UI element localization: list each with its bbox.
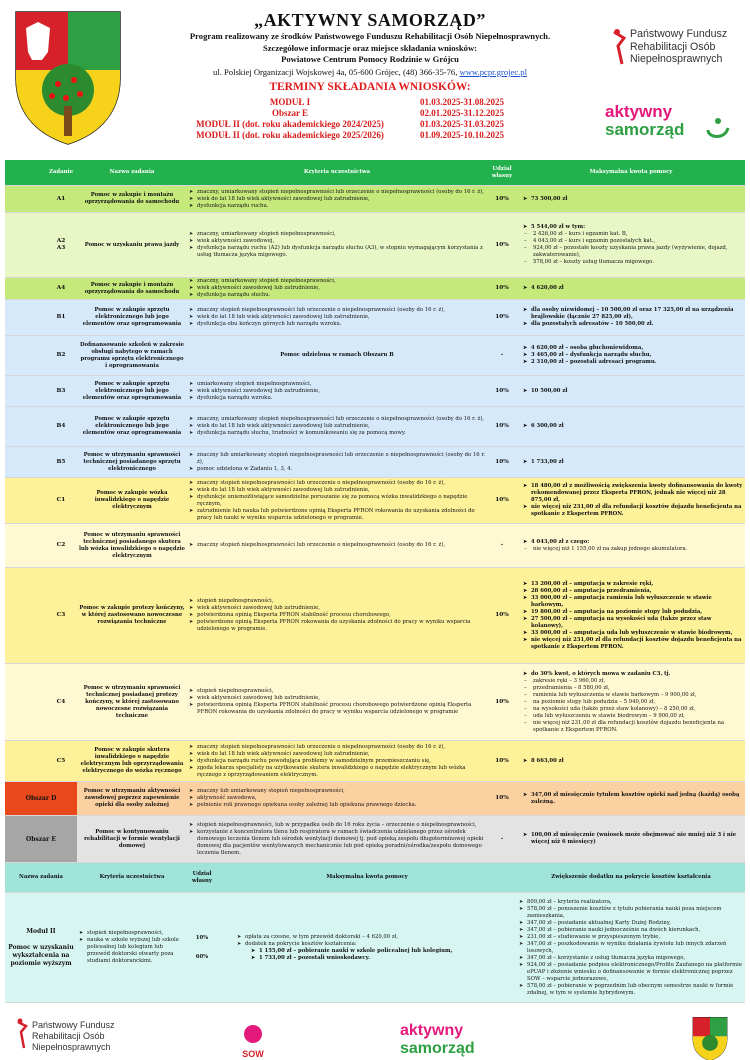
- task-name: Pomoc w utrzymaniu aktywności zawodowej poprzez zapewnienie opieki dla osoby zależnej: [83, 788, 181, 808]
- task-code: C2: [56, 542, 66, 548]
- task-criteria: [187, 278, 487, 299]
- criteria-list: [189, 307, 445, 328]
- list-item: ➤ znaczny lub umiarkowany stopień niepełnosprawności lub orzeczenie o niepełnosprawności (osoby do 16 r. ż),: [189, 452, 485, 466]
- amount-list: [523, 459, 564, 466]
- share-value: 10%: [495, 314, 509, 320]
- task-name: Pomoc w uzyskaniu prawa jazdy: [84, 241, 180, 248]
- logo-word: aktywny: [400, 1022, 464, 1039]
- amount-list: [523, 792, 743, 806]
- task-criteria: [187, 407, 487, 446]
- task-name: Pomoc w utrzymaniu sprawności technicznej posiadanego sprzętu elektronicznego: [83, 451, 181, 472]
- row-c4: [5, 664, 745, 741]
- amount-cell: [517, 664, 745, 740]
- pfron-figure-icon: [14, 1018, 30, 1050]
- list-item: ➤ pomoc udzielona w Zadaniu 1, 3, 4.: [189, 466, 485, 473]
- table-header: [5, 160, 745, 186]
- col-header: Maksymalna kwota pomocy: [326, 874, 408, 880]
- list-item: ➤ stopień niepełnosprawności,: [79, 930, 185, 937]
- term-dates: 02.01.2025-31.12.2025: [420, 108, 504, 118]
- list-item: – na poziomie stopy lub podudzia – 5 940,00 zł,: [523, 699, 743, 706]
- amount-list: [523, 539, 687, 546]
- list-item: ➤ znaczny, umiarkowany stopień niepełnosprawności lub orzeczenie o niepełnosprawności (osoby do 16 r. ż),: [189, 416, 484, 423]
- list-item: ➤ 18 480,00 zł z możliwością zwiększenia kwoty dofinansowania do kwoty rekomendowanej przez Eksperta PFRON, jednak nie więcej niż 28 875,00 zł,: [523, 483, 743, 504]
- criteria-list: [189, 788, 416, 809]
- list-item: ➤ 10 500,00 zł: [523, 388, 567, 395]
- list-item: ➤ 4 620,00 zł – osoba głuchoniewidoma,: [523, 345, 657, 352]
- row-c1: [5, 478, 745, 524]
- list-item: ➤ potwierdzona opinią Eksperta PFRON stabilność procesu chorobowego,: [189, 612, 485, 619]
- info-line: Szczegółowe informacje oraz miejsce składania wniosków:: [262, 42, 478, 53]
- list-item: ➤ opłata za czesne, w tym przewód doktorski – 4 620,00 zł,: [237, 934, 452, 941]
- list-item: ➤ potwierdzone opinią Eksperta PFRON rokowania do uzyskania zdolności do pracy w wyniku wsparcia udzielonego w programie.: [189, 619, 485, 633]
- task-criteria: [187, 568, 487, 663]
- list-item: ➤ 347,00 zł – poszkodowanie w wyniku działania żywiołu lub innych zdarzeń losowych,: [519, 941, 743, 955]
- task-name: Pomoc w zakupie sprzętu elektronicznego lub jego elementów oraz oprogramowania: [82, 307, 182, 327]
- criteria-list: [189, 480, 485, 522]
- task-code: C1: [56, 497, 66, 503]
- criteria-list: [189, 189, 484, 210]
- task-name: Pomoc w zakupie wózka inwalidzkiego o napędzie elektrycznym: [94, 490, 170, 510]
- website-link[interactable]: www.pcpr.grojec.pl: [459, 66, 527, 77]
- amount-cell: [517, 186, 745, 212]
- row-b3: [5, 376, 745, 407]
- term-label: MODUŁ II (dot. roku akademickiego 2025/2026): [196, 130, 384, 140]
- task-code: C5: [56, 757, 66, 764]
- task-code: A1: [56, 195, 66, 202]
- page-title: „AKTYWNY SAMORZĄD”: [254, 10, 486, 30]
- criteria-list: [189, 278, 336, 299]
- task-code: A4: [56, 285, 66, 291]
- amount-cell: [517, 478, 745, 523]
- list-item: ➤ stopień niepełnosprawności, lub w przypadku osób do 16 roku życia – orzeczenie o niepełnosprawności,: [189, 822, 485, 829]
- list-item: ➤ dysfunkcja obu kończyn górnych lub narządu wzroku.: [189, 321, 445, 328]
- share-value: 10%: [495, 423, 509, 429]
- row-b4: [5, 407, 745, 447]
- module2-criteria: [77, 893, 187, 1002]
- list-item: ➤ dla pozostałych adresatów – 10 500,00 zł.: [523, 321, 743, 328]
- list-item: ➤ znaczny stopień niepełnosprawności lub orzeczenie o niepełnosprawności (osoby do 16 r. ż),: [189, 542, 445, 549]
- task-name: Pomoc w zakupie sprzętu elektronicznego lub jego elementów oraz oprogramowania: [82, 416, 182, 436]
- row-area-d: [5, 782, 745, 816]
- address-line: ul. Polskiej Organizacji Wojskowej 4a, 05-600 Grójec, (48) 366-35-76, www.pcpr.grojec.pl: [213, 66, 527, 77]
- task-criteria: [187, 664, 487, 740]
- criteria-list: [189, 452, 485, 473]
- amount-cell: [517, 213, 745, 277]
- list-item: ➤ znaczny stopień niepełnosprawności lub orzeczenie o niepełnosprawności (osoby do 16 r. ż),: [189, 744, 485, 751]
- list-item: ➤ 19 800,00 zł – amputacja na poziomie stopy lub podudzia,: [523, 609, 743, 616]
- list-item: ➤ 1 733,00 zł – pozostali wnioskodawcy.: [251, 955, 452, 962]
- list-item: ➤ dysfunkcja narządu słuchu.: [189, 292, 336, 299]
- module2-amount: [217, 893, 517, 1002]
- share-value: -: [500, 352, 504, 358]
- amount-list: [523, 345, 657, 366]
- amount-cell: [517, 407, 745, 446]
- share-value: 10%: [495, 195, 509, 202]
- list-item: ➤ nie więcej niż 231,00 zł dla refundacji kosztów dojazdu beneficjenta na spotkanie z Ekspertem PFRON.: [523, 504, 743, 518]
- row-b2: [5, 336, 745, 376]
- amount-cell: [517, 447, 745, 477]
- term-dates: 01.03.2025-31.03.2025: [420, 119, 504, 129]
- pfron-line: Niepełnosprawnych: [32, 1042, 111, 1052]
- criteria-list: [189, 416, 484, 437]
- col-header: Udział własny: [491, 165, 513, 179]
- share-value: 10%: [495, 698, 509, 705]
- list-item: ➤ dla osoby niewidomej – 10 500,00 zł oraz 17 325,00 zł na urządzenia brajlowskie (łącznie 27 825,00 zł),: [523, 307, 743, 321]
- list-item: ➤ 100,00 zł miesięcznie (wniosek może obejmować nie mniej niż 3 i nie więcej niż 6 miesięcy): [523, 832, 743, 846]
- row-c2: [5, 524, 745, 568]
- list-item: – 4 043,00 zł – kurs i egzamin pozostałych kat.,: [523, 238, 743, 245]
- amount-list: [523, 581, 743, 651]
- pfron-logo: [610, 28, 740, 88]
- share-value: 60%: [195, 953, 209, 960]
- col-header: Kryteria uczestnictwa: [99, 874, 165, 880]
- task-name: Dofinansowanie szkoleń w zakresie obsługi nabytego w ramach programu sprzętu elektronicznego i oprogramowania: [79, 341, 184, 369]
- list-item: ➤ nie więcej niż 231,00 zł dla refundacji kosztów dojazdu beneficjenta na spotkanie z Ekspertem PFRON.: [523, 637, 743, 651]
- amount-list: [523, 671, 743, 678]
- list-item: ➤ znaczny stopień niepełnosprawności lub orzeczenie o niepełnosprawności (osoby do 16 r. ż),: [189, 480, 485, 487]
- list-item: ➤ 28 600,00 zł – amputacja przedramienia,: [523, 588, 743, 595]
- footer-aktywny-samorzad-logo: [400, 1022, 475, 1058]
- list-item: ➤ 578,00 zł – pobieranie w poprzednim lub obecnym semestrze nauki w formie zdalnej, w tym w systemie hybrydowym.: [519, 983, 743, 997]
- criteria-list: [189, 381, 320, 402]
- sow-mark-icon: [240, 1024, 266, 1044]
- list-item: ➤ 27 500,00 zł – amputacja na wysokości uda (także przez staw kolanowy),: [523, 616, 743, 630]
- list-item: ➤ 924,00 zł – posiadanie podpisu elektronicznego/Profilu Zaufanego na platformie ePUAP i złożenie wniosku o dofinansowanie w formie elektronicznej poprzez SOW – wsparcie jednorazowe,: [519, 962, 743, 983]
- task-code: B3: [56, 387, 66, 394]
- list-item: ➤ 231,00 zł – studiowanie w przyspieszonym trybie,: [519, 934, 743, 941]
- task-code: C4: [56, 698, 66, 705]
- amount-list: [523, 388, 567, 395]
- task-code: A2 A3: [56, 238, 66, 251]
- criteria-list: [189, 744, 485, 779]
- list-item: ➤ 809,00 zł – kryteria realizatora,: [519, 899, 743, 906]
- criteria-list: [189, 822, 485, 857]
- task-criteria: [187, 447, 487, 477]
- list-item: ➤ 347,00 zł – pobieranie nauki jednocześnie na dwóch kierunkach,: [519, 927, 743, 934]
- program-line: Program realizowany ze środków Państwowego Funduszu Rehabilitacji Osób Niepełnosprawnych.: [189, 31, 551, 41]
- list-item: ➤ do 30% kwot, o których mowa w zadaniu C3, tj.: [523, 671, 743, 678]
- logo-word: samorząd: [400, 1040, 475, 1057]
- org-line: Powiatowe Centrum Pomocy Rodzinie w Grójcu: [281, 54, 459, 64]
- list-item: ➤ 2 310,00 zł – pozostali adresaci programu.: [523, 359, 657, 366]
- task-name: Pomoc w kontynuowaniu rehabilitacji w formie wentylacji domowej: [84, 828, 180, 849]
- share-value: 10%: [495, 387, 509, 394]
- amount-list: [523, 832, 743, 846]
- task-criteria: [187, 376, 487, 406]
- list-item: ➤ 4 620,00 zł: [523, 285, 564, 292]
- term-dates: 01.09.2025-10.10.2025: [420, 130, 504, 140]
- amount-list: [523, 224, 743, 231]
- task-code: B2: [56, 352, 66, 358]
- amount-cell: [517, 782, 745, 815]
- list-item: ➤ 347,00 zł – posiadanie aktualnej Karty Dużej Rodziny,: [519, 920, 743, 927]
- list-item: – ramienia lub wyłuszczenia w stawie barkowym – 9 900,00 zł,: [523, 692, 743, 699]
- list-item: ➤ korzystanie z koncentratora tlenu lub respiratora w ramach świadczenia udzielanego przez ośrodek domowego leczenia tlenem lub ośrodek wentylacji domowej tj. pod opieką zespołu długoterminowej opieki domowej dla pacjentów wentylowanych mechanicznie lub pod opieką poradni/ośrodka/zespołu domowego leczenia tlenem.: [189, 829, 485, 857]
- amount-sublist: [523, 546, 687, 553]
- list-item: ➤ dysfunkcje uniemożliwiające samodzielne poruszanie się za pomocą wózka inwalidzkiego o napędzie ręcznym,: [189, 494, 485, 508]
- list-item: ➤ zatrudnienie lub nauka lub potwierdzone opinią Eksperta PFRON rokowania do uzyskania zdolności do pracy lub nauki w wyniku wsparcia udzielonego w programie.: [189, 508, 485, 522]
- list-item: ➤ dysfunkcja narządu ruchu powodująca problemy w samodzielnym przemieszczaniu się,: [189, 758, 485, 765]
- list-item: ➤ 73 500,00 zł: [523, 196, 567, 203]
- list-item: – zakresie ręki – 3 960,00 zł,: [523, 678, 743, 685]
- list-item: ➤ 4 043,00 zł z czego:: [523, 539, 687, 546]
- list-item: ➤ znaczny, umiarkowany stopień niepełnosprawności,: [189, 231, 485, 238]
- share-value: 10%: [495, 285, 509, 291]
- module2-increase: [517, 893, 745, 1002]
- task-criteria: [187, 478, 487, 523]
- list-item: ➤ stopień niepełnosprawności,: [189, 598, 485, 605]
- row-a1: [5, 186, 745, 213]
- task-code: C3: [56, 612, 66, 618]
- criteria-list: [189, 688, 485, 716]
- list-item: – przedramienia – 8 580,00 zł,: [523, 685, 743, 692]
- task-criteria: [187, 816, 487, 862]
- list-item: – nie więcej niż 231,00 zł dla refundacji kosztów dojazdu beneficjenta na spotkanie z Ekspertem PFRON.: [523, 720, 743, 734]
- list-item: ➤ 33 000,00 zł – amputacja uda lub wyłuszczenie w stawie biodrowym,: [523, 630, 743, 637]
- row-c5: [5, 741, 745, 782]
- criteria-list: [189, 598, 485, 633]
- powiat-coat-of-arms-icon: [8, 8, 128, 148]
- amount-sublist: [523, 231, 743, 266]
- list-item: ➤ wiek aktywności zawodowej lub zatrudnienie,: [189, 605, 485, 612]
- task-criteria: [187, 741, 487, 781]
- module2-header: [5, 863, 745, 893]
- list-item: ➤ wiek do lat 18 lub wiek aktywności zawodowej lub zatrudnienie,: [189, 196, 484, 203]
- task-criteria: [187, 782, 487, 815]
- col-header: Maksymalna kwota pomocy: [589, 169, 673, 175]
- module2-share: [187, 893, 217, 1002]
- amount-list: [523, 758, 564, 765]
- footer-pfron-text: [32, 1020, 115, 1053]
- list-item: – 924,00 zł – pozostałe koszty uzyskania prawa jazdy (wyżywienie, dojazd, zakwaterowanie),: [523, 245, 743, 259]
- list-item: ➤ wiek aktywności zawodowej,: [189, 238, 485, 245]
- footer-logos: [0, 1010, 750, 1060]
- area-label: Obszar E: [5, 816, 77, 862]
- amount-list: [523, 423, 564, 430]
- term-label: MODUŁ I: [269, 97, 311, 107]
- task-criteria: [187, 186, 487, 212]
- sow-text: SOW: [242, 1049, 264, 1059]
- term-label: Obszar E: [271, 108, 309, 118]
- list-item: ➤ 347,00 zł – korzystanie z usług tłumacza języka migowego,: [519, 955, 743, 962]
- list-item: ➤ umiarkowany stopień niepełnosprawności,: [189, 381, 320, 388]
- list-item: – 2 426,00 zł – kurs i egzamin kat. B,: [523, 231, 743, 238]
- list-item: ➤ dysfunkcja narządu ruchu.: [189, 203, 484, 210]
- list-item: ➤ 1 733,00 zł: [523, 459, 564, 466]
- terms-title: TERMINY SKŁADANIA WNIOSKÓW:: [269, 80, 471, 93]
- list-item: ➤ 8 663,00 zł: [523, 758, 564, 765]
- criteria-list: [189, 231, 485, 259]
- list-item: ➤ wiek do lat 18 lub wiek aktywności zawodowej lub zatrudnienie,: [189, 314, 445, 321]
- share-value: 10%: [495, 458, 509, 465]
- header: [135, 10, 605, 93]
- list-item: ➤ 1 155,00 zł – pobieranie nauki w szkole policealnej lub kolegium,: [251, 948, 452, 955]
- pfron-line: Państwowy Fundusz: [32, 1020, 115, 1030]
- list-item: ➤ pełnienie roli prawnego opiekuna osoby zależnej lub opiekuna prawnego dziecka.: [189, 802, 416, 809]
- col-header: Kryteria uczestnictwa: [304, 169, 370, 175]
- share-value: -: [500, 835, 504, 842]
- logo-word: samorząd: [605, 120, 685, 139]
- list-item: ➤ aktywność zawodowa,: [189, 795, 416, 802]
- task-name: Pomoc w zakupie sprzętu elektronicznego lub jego elementów oraz oprogramowania: [82, 380, 182, 401]
- task-code: B4: [56, 423, 66, 429]
- row-b1: [5, 300, 745, 336]
- row-c3: [5, 568, 745, 664]
- list-item: ➤ 3 465,00 zł – dysfunkcja narządu słuchu,: [523, 352, 657, 359]
- list-item: ➤ stopień niepełnosprawności,: [189, 688, 485, 695]
- list-item: ➤ potwierdzona opinią Eksperta PFRON stabilność procesu chorobowego potwierdzone opinią Eksperta PFRON rokowania do uzyskania zdolności do pracy w wyniku wsparcia udzielonego w programie: [189, 702, 485, 716]
- term-label: MODUŁ II (dot. roku akademickiego 2024/2025): [196, 119, 384, 129]
- list-item: ➤ 13 200,00 zł – amputacja w zakresie ręki,: [523, 581, 743, 588]
- amount-cell: [517, 741, 745, 781]
- list-item: ➤ znaczny stopień niepełnosprawności lub orzeczenie o niepełnosprawności (osoby do 16 r. ż),: [189, 307, 445, 314]
- list-item: ➤ dysfunkcja narządu ruchu (A2) lub dysfunkcja narządu słuchu (A3), w stopniu wymagającym korzystania z usług tłumacza języka migowego.: [189, 245, 485, 259]
- amount-cell: [517, 300, 745, 335]
- list-item: ➤ wiek do lat 18 lub wiek aktywności zawodowej lub zatrudnienie,: [189, 487, 485, 494]
- list-item: ➤ 6 300,00 zł: [523, 423, 564, 430]
- pfron-line: Rehabilitacji Osób: [630, 40, 716, 53]
- list-item: ➤ znaczny, umiarkowany stopień niepełnosprawności,: [189, 278, 336, 285]
- list-item: ➤ dysfunkcja narządu słuchu, trudności w komunikowaniu się za pomocą mowy.: [189, 430, 484, 437]
- task-code: B1: [56, 314, 66, 320]
- amount-cell: [517, 816, 745, 862]
- amount-cell: [517, 568, 745, 663]
- share-value: 10%: [195, 934, 209, 941]
- list-item: ➤ zgoda lekarza specjalisty na użytkowanie skutera inwalidzkiego o napędzie elektrycznym lub wózka ręcznego z oprzyrządowaniem elektrycznym.: [189, 765, 485, 779]
- pfron-line: Niepełnosprawnych: [630, 53, 723, 65]
- col-header: Zadanie: [48, 169, 74, 175]
- list-item: ➤ dysfunkcja narządu wzroku.: [189, 395, 320, 402]
- task-name: Pomoc w utrzymaniu sprawności technicznej posiadanej protezy kończyny, w której zastosowano nowoczesne rozwiązania techniczne: [83, 684, 181, 719]
- list-item: ➤ wiek aktywności zawodowej lub zatrudnienie,: [189, 388, 320, 395]
- col-header: Nazwa zadania: [19, 874, 63, 880]
- col-header: Nazwa zadania: [109, 169, 155, 175]
- list-item: ➤ 347,00 zł miesięcznie tytułem kosztów opieki nad jedną (każdą) osobą zależną.: [523, 792, 743, 806]
- task-code: B5: [56, 458, 66, 465]
- term-dates: 01.03.2025-31.08.2025: [420, 97, 504, 107]
- share-value: 10%: [495, 795, 509, 801]
- list-item: – na wysokości uda (także przez staw kolanowy) – 8 250,00 zł,: [523, 706, 743, 713]
- list-item: ➤ wiek do lat 18 lub wiek aktywności zawodowej lub zatrudnienie,: [189, 751, 485, 758]
- module2-task-name: Pomoc w uzyskaniu wykształcenia na poziomie wyższym: [8, 943, 74, 967]
- amount-list: [523, 483, 743, 518]
- amount-list: [523, 196, 567, 203]
- area-label: Obszar D: [5, 782, 77, 815]
- list-item: ➤ wiek do lat 18 lub wiek aktywności zawodowej lub zatrudnienie,: [189, 423, 484, 430]
- module2-label: Moduł II: [26, 927, 56, 935]
- amount-list: [523, 285, 564, 292]
- list-item: – 578,00 zł – koszty usług tłumacza migowego.: [523, 259, 743, 266]
- row-b5: [5, 447, 745, 478]
- list-item: ➤ nauka w szkole wyższej lub szkole policealnej lub kolegium lub przewód doktorski otwarty poza studiami doktoranckimi.: [79, 937, 185, 965]
- task-criteria: [187, 300, 487, 335]
- footer-coat-of-arms-icon: [690, 1016, 730, 1060]
- list-item: ➤ znaczny lub umiarkowany stopień niepełnosprawności,: [189, 788, 416, 795]
- list-item: – nie więcej niż 1 155,00 zł na zakup jednego akumulatora.: [523, 546, 687, 553]
- list-item: ➤ wiek aktywności zawodowej lub zatrudnienie,: [189, 695, 485, 702]
- wheelchair-swoosh-icon: [705, 116, 731, 140]
- task-criteria: [187, 524, 487, 567]
- task-criteria: [187, 213, 487, 277]
- pfron-line: Państwowy Fundusz: [630, 28, 728, 40]
- aktywny-samorzad-logo: [605, 102, 745, 147]
- amount-cell: [517, 278, 745, 299]
- share-value: 10%: [495, 241, 509, 248]
- share-value: -: [500, 542, 504, 548]
- sow-logo: [240, 1024, 266, 1060]
- task-name: Pomoc w zakupie i montażu oprzyrządowania do samochodu: [84, 192, 180, 205]
- row-area-e: [5, 816, 745, 863]
- list-item: ➤ znaczny, umiarkowany stopień niepełnosprawności lub orzeczenie o niepełnosprawności (osoby do 16 r. ż),: [189, 189, 484, 196]
- row-a2-a3: [5, 213, 745, 278]
- logo-word: aktywny: [605, 102, 673, 121]
- amount-cell: [517, 524, 745, 567]
- task-criteria: Pomoc udzielona w ramach Obszaru B: [280, 352, 394, 358]
- task-name: Pomoc w zakupie skutera inwalidzkiego o napędzie elektrycznym lub oprzyrządowania elektrycznego do wózka ręcznego: [80, 747, 184, 774]
- list-item: ➤ 33 000,00 zł – amputacja ramienia lub wyłuszczenie w stawie barkowym,: [523, 595, 743, 609]
- amount-cell: [517, 336, 745, 375]
- list-item: ➤ dodatek na pokrycie kosztów kształcenia:: [237, 941, 452, 948]
- module2-title: [5, 893, 77, 1002]
- criteria-list: [189, 542, 445, 549]
- module2-row: [5, 893, 745, 1003]
- col-header: Zwiększenie dodatku na pokrycie kosztów kształcenia: [551, 874, 711, 880]
- task-name: Pomoc w utrzymaniu sprawności technicznej posiadanego skutera lub wózka inwalidzkiego o napędzie elektrycznym: [79, 531, 186, 559]
- pfron-line: Rehabilitacji Osób: [32, 1031, 105, 1041]
- amount-cell: [517, 376, 745, 406]
- task-name: Pomoc w zakupie protezy kończyny, w której zastosowano nowoczesne rozwiązania techniczne: [79, 605, 185, 625]
- task-name: Pomoc w zakupie i montażu oprzyrządowania do samochodu: [84, 281, 180, 295]
- pfron-figure-icon: [610, 28, 628, 68]
- row-a4: [5, 278, 745, 300]
- list-item: ➤ 578,00 zł – ponoszenie kosztów z tytułu pobierania nauki poza miejscem zamieszkania,: [519, 906, 743, 920]
- terms-list: [160, 97, 590, 141]
- col-header: Udział własny: [192, 870, 212, 884]
- share-value: 10%: [495, 757, 509, 764]
- share-value: 10%: [495, 497, 509, 503]
- amount-sublist: [523, 678, 743, 734]
- list-item: – uda lub wyłuszczeniu w stawie biodrowym – 9 900,00 zł,: [523, 713, 743, 720]
- list-item: ➤ 5 544,00 zł w tym:: [523, 224, 743, 231]
- share-value: 10%: [495, 612, 509, 618]
- list-item: ➤ wiek aktywności zawodowej lub zatrudnienie,: [189, 285, 336, 292]
- amount-list: [523, 307, 743, 328]
